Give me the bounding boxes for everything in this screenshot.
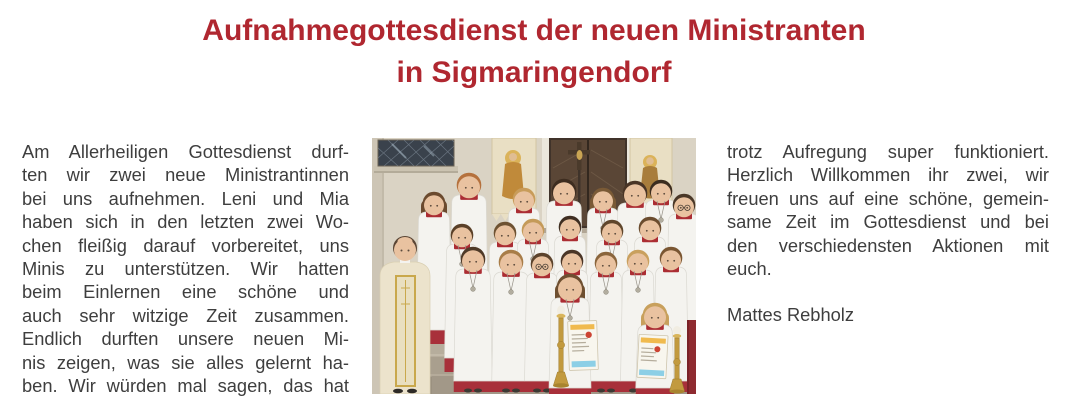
group-photo	[372, 138, 696, 394]
text-line: trotz Aufregung super funktioniert.	[727, 141, 1049, 162]
text-line: ben. Wir würden mal sagen, das hat	[22, 375, 349, 397]
article-title-line1: Aufnahmegottesdienst der neuen Ministranten	[202, 14, 866, 47]
certificate-right	[637, 334, 668, 378]
text-line: haben sich in den letzten zwei Wo-	[22, 211, 349, 233]
text-line: freuen uns auf eine schöne, gemein-	[727, 187, 1049, 209]
article-column-right	[727, 140, 1049, 280]
text-line: bei uns aufnehmen. Leni und Mia	[22, 187, 349, 209]
article-byline: Mattes Rebholz	[727, 304, 855, 325]
text-line: beim Einlernen eine schöne und	[22, 281, 349, 303]
text-line: same Zeit im Gottesdienst und bei	[727, 211, 1049, 233]
red-drape	[687, 320, 696, 394]
text-line: Endlich durften unsere neuen Mi-	[22, 328, 349, 350]
article-title-line2: in Sigmaringendorf	[396, 56, 672, 89]
article-column-left	[22, 140, 349, 397]
text-line: Am Allerheiligen Gottesdienst durf-	[22, 141, 349, 162]
text-line: den verschiedensten Aktionen mit	[727, 234, 1049, 256]
text-line: auch sehr witzige Zeit zusammen.	[22, 304, 349, 326]
church-window	[374, 140, 458, 173]
certificate-left	[568, 321, 599, 371]
text-line: Herzlich Willkommen ihr zwei, wir	[727, 164, 1049, 186]
text-line: euch.	[727, 258, 772, 280]
group-photo-illustration	[372, 138, 696, 394]
text-line: ten wir zwei neue Ministrantinnen	[22, 164, 349, 186]
text-line: nis zeigen, was sie alles gelernt ha-	[22, 351, 349, 373]
article-title	[0, 10, 1068, 94]
text-line: Minis zu unterstützen. Wir hatten	[22, 258, 349, 280]
text-line: chen fleißig darauf vorbereitet, uns	[22, 234, 349, 256]
